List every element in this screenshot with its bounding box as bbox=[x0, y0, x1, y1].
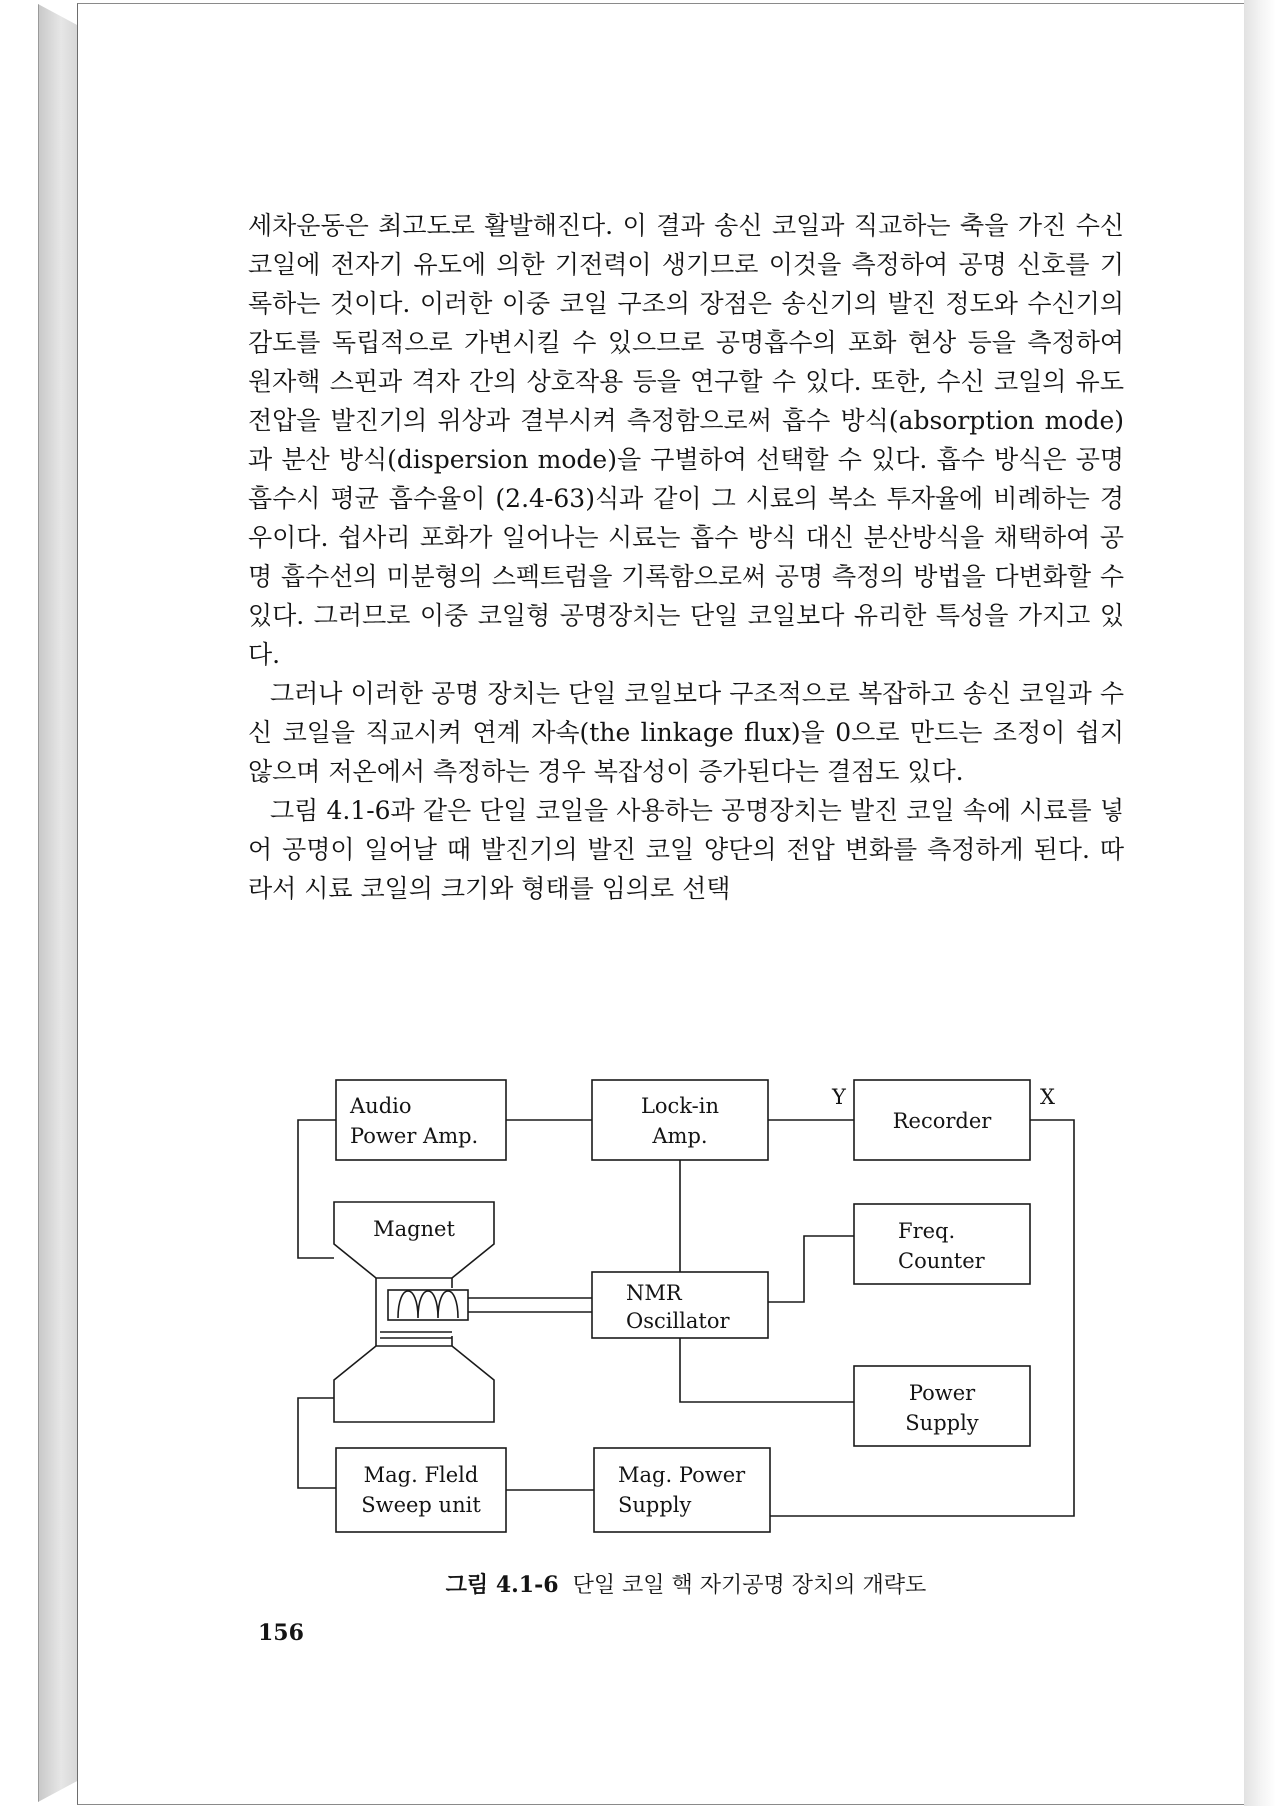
mag-power-label-2: Supply bbox=[618, 1493, 692, 1517]
nmr-block-diagram bbox=[284, 1068, 1084, 1550]
page-number: 156 bbox=[258, 1620, 304, 1646]
magnet-lower-pole bbox=[334, 1346, 494, 1422]
page-edge-shadow bbox=[1244, 0, 1276, 1806]
caption-label: 그림 4.1-6 bbox=[445, 1572, 559, 1598]
sweep-unit-label-1: Mag. Fleld bbox=[363, 1463, 479, 1487]
sample-tube bbox=[388, 1290, 468, 1320]
y-axis-label: Y bbox=[832, 1085, 846, 1109]
mag-power-label-1: Mag. Power bbox=[618, 1463, 746, 1487]
power-supply-label-1: Power bbox=[908, 1381, 976, 1405]
nmr-osc-label-2: Oscillator bbox=[626, 1309, 730, 1333]
recorder-label: Recorder bbox=[892, 1109, 992, 1133]
power-supply-label-2: Supply bbox=[905, 1411, 979, 1435]
diagram-svg bbox=[284, 1068, 1084, 1550]
paragraph-1: 세차운동은 최고도로 활발해진다. 이 결과 송신 코일과 직교하는 축을 가진 수신 코일에 전자기 유도에 의한 기전력이 생기므로 이것을 측정하여 공명 신호를 기록하는 것이다. 이러한 이중 코일 구조의 장점은 송신기의 발진 정도와 수신기의 감도를 독립적으로 가변시킬 수 있으므로 공명흡수의 포화 현상 등을 측정하여 원자핵 스핀과 격자 간의 상호작용 등을 연구할 수 있다. 또한, 수신 코일의 유도전압을 발진기의 위상과 결부시켜 측정함으로써 흡수 방식(absorption mode)과 분산 방식(dispersion mode)을 구별하여 선택할 수 있다. 흡수 방식은 공명흡수시 평균 흡수율이 (2.4-63)식과 같이 그 시료의 복소 투자율에 비례하는 경우이다. 쉽사리 포화가 일어나는 시료는 흡수 방식 대신 분산방식을 채택하여 공명 흡수선의 미분형의 스펙트럼을 기록함으로써 공명 측정의 방법을 다변화할 수 있다. 그러므로 이중 코일형 공명장치는 단일 코일보다 유리한 특성을 가지고 있다. bbox=[248, 211, 1124, 669]
paragraph-2: 그러나 이러한 공명 장치는 단일 코일보다 구조적으로 복잡하고 송신 코일과 수신 코일을 직교시켜 연계 자속(the linkage flux)을 0으로 만드는 조정이 쉽지 않으며 저온에서 측정하는 경우 복잡성이 증가된다는 결점도 있다. bbox=[248, 679, 1124, 786]
sweep-unit-box bbox=[336, 1448, 506, 1532]
audio-amp-label-1: Audio bbox=[350, 1094, 412, 1118]
audio-amp-label-2: Power Amp. bbox=[350, 1124, 479, 1148]
freq-counter-label-2: Counter bbox=[898, 1249, 985, 1273]
sweep-unit-label-2: Sweep unit bbox=[361, 1493, 481, 1517]
paragraph-3: 그림 4.1-6과 같은 단일 코일을 사용하는 공명장치는 발진 코일 속에 시료를 넣어 공명이 일어날 때 발진기의 발진 코일 양단의 전압 변화를 측정하게 된다. 따라서 시료 코일의 크기와 형태를 임의로 선택 bbox=[248, 796, 1124, 903]
nmr-osc-label-1: NMR bbox=[626, 1281, 682, 1305]
mag-power-box bbox=[594, 1448, 770, 1532]
audio-amp-box bbox=[336, 1080, 506, 1160]
body-text bbox=[248, 206, 1124, 908]
lockin-label-2: Amp. bbox=[652, 1124, 708, 1148]
x-axis-label: X bbox=[1040, 1085, 1055, 1109]
figure-caption bbox=[248, 1568, 1124, 1599]
lockin-box bbox=[592, 1080, 768, 1160]
magnet-label: Magnet bbox=[373, 1217, 455, 1241]
sample-coil-icon bbox=[398, 1291, 458, 1318]
caption-text: 단일 코일 핵 자기공명 장치의 개략도 bbox=[572, 1573, 927, 1598]
book-spine bbox=[38, 4, 79, 1802]
lockin-label-1: Lock-in bbox=[640, 1094, 720, 1118]
freq-counter-label-1: Freq. bbox=[898, 1219, 956, 1243]
